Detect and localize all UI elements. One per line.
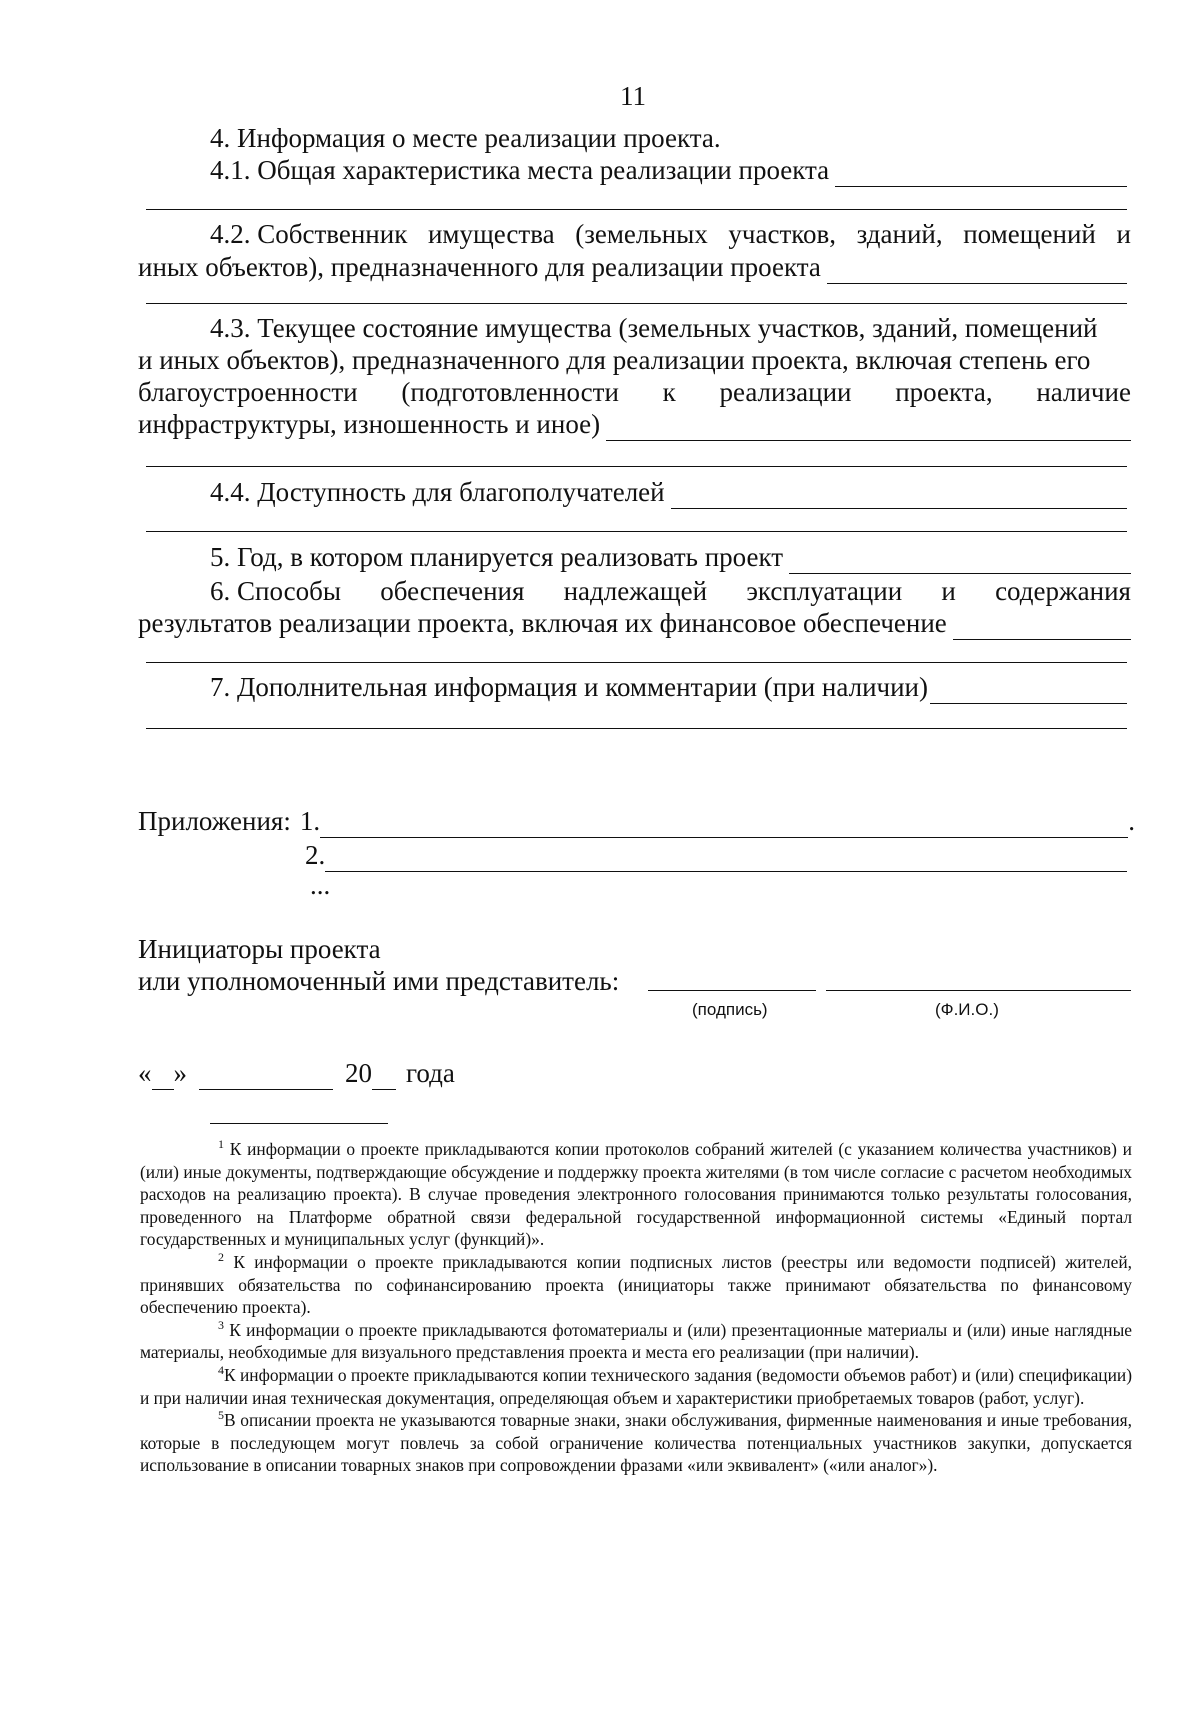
- footnote-5-text: В описании проекта не указываются товарные знаки, знаки обслуживания, фирменные наименования и иные требования, которые в последующем могут повлечь за собой ограничение количества потенциальных участников закупки, допускается использование в описании товарных знаков при сопровождении фразами «или эквивалент» («или аналог»).: [140, 1410, 1132, 1476]
- footnote-separator: [210, 1123, 388, 1124]
- footnote-1-text: К информации о проекте прикладываются копии протоколов собраний жителей (с указанием количества участников) и (или) иные документы, подтверждающие обсуждение и поддержку проекта жителями (в том числе согласие с расчетом необходимых расходов на реализацию проекта). В случае проведения электронного голосования принимаются только результаты голосования, проведенного на Платформе обратной связи федеральной государственной информационной системы «Единый портал государственных и муниципальных услуг (функций)».: [140, 1139, 1132, 1250]
- attachments-ellipsis: ...: [310, 870, 331, 900]
- section-4-1: [210, 153, 1127, 187]
- s43-word-2: (подготовленности: [401, 377, 619, 407]
- s42-word-6: помещений: [963, 219, 1096, 249]
- attachment-2-fill-line: [325, 847, 1127, 872]
- footnote-4: [140, 1364, 1132, 1409]
- attachment-2-number: 2.: [305, 840, 326, 870]
- page-number: 11: [620, 81, 646, 111]
- date-day-blank: [152, 1065, 174, 1090]
- section-4-1-text: 4.1. Общая характеристика места реализации проекта: [210, 155, 830, 185]
- footnote-2-number: 2: [218, 1250, 224, 1265]
- s42-word-7: и: [1116, 219, 1131, 249]
- section-6-fill-line: [953, 615, 1131, 640]
- s6-word-4: эксплуатации: [746, 576, 903, 606]
- footnote-4-text: К информации о проекте прикладываются копии технического задания (ведомости объемов работ) и (или) спецификации) и при наличии иная техническая документация, определяющая объем и характеристики приобретаемых товаров (работ, услуг).: [140, 1364, 1132, 1408]
- section-6-line2: [138, 606, 1131, 640]
- s42-word-3: (земельных: [575, 219, 708, 249]
- signature-caption: (подпись): [692, 1000, 768, 1019]
- footnote-5-number: 5: [218, 1408, 224, 1423]
- s6-word-3: надлежащей: [563, 576, 708, 606]
- section-4-2-text: иных объектов), предназначенного для реализации проекта: [138, 252, 821, 282]
- date-month-blank: [199, 1065, 333, 1090]
- footnote-2-text: К информации о проекте прикладываются копии подписных листов (реестры или ведомости подписей) жителей, принявших обязательства по софинансированию проекта (инициаторы также принимают обязательства по финансовому обеспечению проекта).: [140, 1251, 1132, 1318]
- date-year-prefix: 20: [345, 1058, 372, 1088]
- section-6-line1: [210, 574, 1131, 608]
- footnotes: [140, 1138, 1132, 1477]
- s42-word-1: 4.2. Собственник: [210, 219, 408, 249]
- section-4-3-blank-line: [146, 466, 1127, 467]
- section-4-3-fill-line: [606, 416, 1131, 441]
- s42-word-5: зданий,: [856, 219, 943, 249]
- date-close-quote: »: [173, 1058, 187, 1088]
- s43-word-6: наличие: [1036, 377, 1131, 407]
- footnote-3-text: К информации о проекте прикладываются фотоматериалы и (или) презентационные материалы и (или) иные наглядные материалы, необходимые для визуального представления проекта и места его реализации (при наличии).: [140, 1319, 1132, 1363]
- s43-word-1: благоустроенности: [138, 377, 358, 407]
- section-4-4: [210, 475, 1127, 509]
- date-year-blank: [372, 1065, 396, 1090]
- section-7-fill-line: [930, 679, 1127, 704]
- footnote-3-number: 3: [218, 1317, 224, 1332]
- section-4-3-line1: 4.3. Текущее состояние имущества (земельных участков, зданий, помещений: [210, 313, 1098, 343]
- section-5: [210, 540, 1131, 574]
- section-4-3-line2: и иных объектов), предназначенного для реализации проекта, включая степень его: [138, 345, 1091, 375]
- section-4-title: 4. Информация о месте реализации проекта.: [210, 123, 721, 153]
- footnote-5: [140, 1409, 1132, 1477]
- s6-word-2: обеспечения: [380, 576, 525, 606]
- section-4-4-fill-line: [671, 484, 1127, 509]
- section-4-3-line4: [138, 407, 1131, 441]
- section-7-blank-line: [146, 728, 1127, 729]
- section-4-4-text: 4.4. Доступность для благополучателей: [210, 477, 665, 507]
- date-open-quote: «: [138, 1058, 152, 1088]
- section-4-2-line1: [210, 217, 1131, 251]
- name-line: [826, 990, 1131, 991]
- section-4-2-line2: [138, 250, 1127, 284]
- section-4-2-blank-line: [146, 303, 1127, 304]
- section-4-3-line3: [138, 375, 1131, 409]
- attachment-1: [138, 804, 1135, 838]
- name-caption: (Ф.И.О.): [935, 1000, 999, 1019]
- s43-word-3: к: [662, 377, 676, 407]
- initiators-line2: или уполномоченный ими представитель:: [138, 966, 620, 996]
- section-4-1-blank-line: [146, 209, 1127, 210]
- s6-word-5: и: [941, 576, 956, 606]
- date-year-suffix: года: [406, 1058, 455, 1088]
- attachment-1-fill-line: [320, 813, 1128, 838]
- section-5-fill-line: [789, 549, 1131, 574]
- footnote-3: [140, 1319, 1132, 1364]
- footnote-4-number: 4: [218, 1363, 224, 1378]
- s6-word-1: 6. Способы: [210, 576, 341, 606]
- section-4-3-text: инфраструктуры, изношенность и иное): [138, 409, 601, 439]
- s42-word-2: имущества: [427, 219, 555, 249]
- footnote-1: [140, 1138, 1132, 1251]
- attachment-1-end: .: [1128, 806, 1135, 836]
- attachments-label: Приложения:: [138, 806, 291, 836]
- date-line: [138, 1056, 455, 1090]
- attachment-1-number: 1.: [299, 806, 321, 836]
- signature-line: [648, 990, 816, 991]
- s42-word-4: участков,: [728, 219, 836, 249]
- footnote-1-number: 1: [218, 1137, 224, 1152]
- section-7-text: 7. Дополнительная информация и комментарии (при наличии): [210, 672, 928, 702]
- section-4-4-blank-line: [146, 531, 1127, 532]
- s43-word-5: проекта,: [895, 377, 993, 407]
- section-6-text: результатов реализации проекта, включая их финансовое обеспечение: [138, 608, 947, 638]
- footnote-2: [140, 1251, 1132, 1319]
- section-6-blank-line: [146, 662, 1127, 663]
- attachment-2: [305, 838, 1127, 872]
- s43-word-4: реализации: [719, 377, 852, 407]
- s6-word-6: содержания: [995, 576, 1131, 606]
- section-4-2-fill-line: [827, 259, 1127, 284]
- initiators-line1: Инициаторы проекта: [138, 934, 381, 964]
- section-7: [210, 670, 1127, 704]
- section-5-text: 5. Год, в котором планируется реализовать проект: [210, 542, 784, 572]
- section-4-1-fill-line: [835, 162, 1127, 187]
